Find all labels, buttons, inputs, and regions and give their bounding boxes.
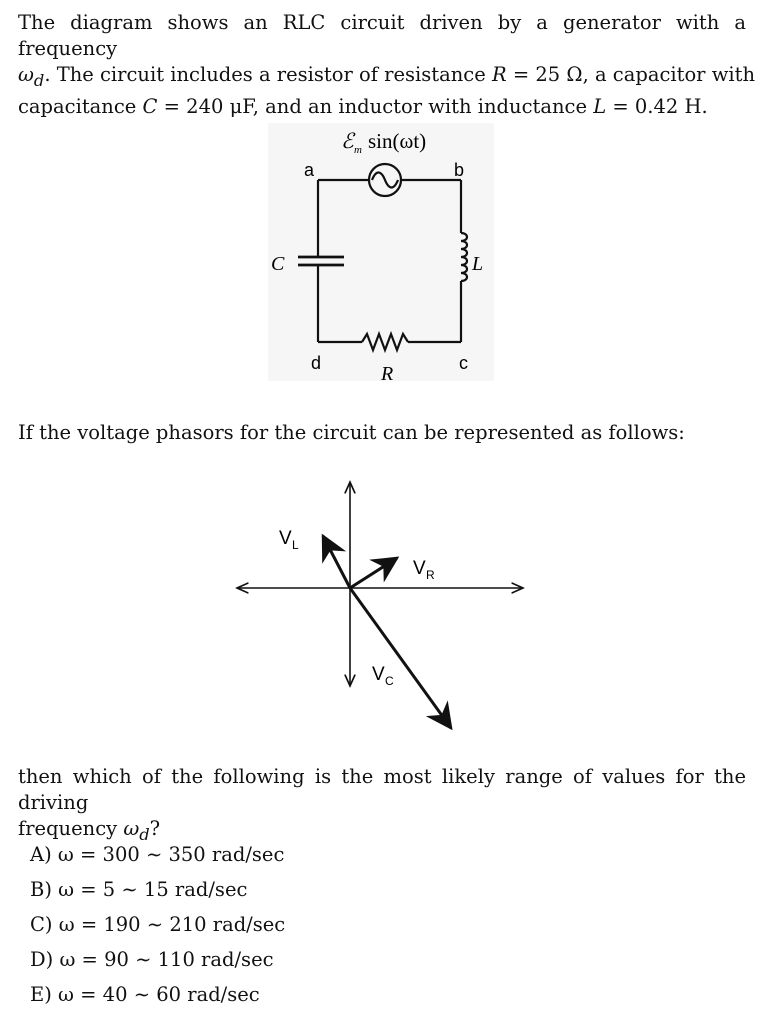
answer-choice-e[interactable] xyxy=(30,980,285,1015)
phasor-vl-arrow xyxy=(323,536,350,588)
resistance-value: = 25 Ω, a capacitor with xyxy=(506,63,756,86)
question-mark: ? xyxy=(149,817,161,840)
capacitance-value: = 240 μF, and an inductor with inductance xyxy=(157,94,594,118)
node-a-label: a xyxy=(304,160,315,180)
source-emf-subscript: m xyxy=(354,144,362,156)
answer-letter: D) xyxy=(30,948,54,971)
phasor-vr-subscript: R xyxy=(426,568,435,582)
phasor-vl-subscript: L xyxy=(292,538,299,552)
answer-letter: B) xyxy=(30,878,52,901)
question-omega-subscript: d xyxy=(139,824,150,844)
answer-choices xyxy=(30,840,285,1015)
capacitance-symbol: C xyxy=(142,94,158,118)
sine-wave-icon xyxy=(372,173,398,188)
answer-letter: C) xyxy=(30,913,53,936)
phasor-vc-arrow xyxy=(350,588,451,728)
answer-choice-a[interactable] xyxy=(30,840,285,875)
phasor-vc-subscript: C xyxy=(385,674,394,688)
resistor-zigzag-icon xyxy=(362,334,408,350)
phasor-vc-label: V xyxy=(372,664,385,685)
answer-text: ω = 90 ∼ 110 rad/sec xyxy=(59,948,274,971)
answer-letter: A) xyxy=(30,843,52,866)
inductance-value: = 0.42 H. xyxy=(606,94,708,118)
omega-subscript: d xyxy=(33,70,45,90)
question-paragraph xyxy=(18,764,746,848)
phasor-diagram xyxy=(225,470,545,740)
capacitor-label: C xyxy=(271,253,285,275)
node-b-label: b xyxy=(454,160,465,180)
intro-line-2-text: . The circuit includes a resistor of resistance xyxy=(44,63,492,86)
question-line-2-text: frequency xyxy=(18,817,124,840)
source-function-label: sin(ωt) xyxy=(368,129,427,153)
intro-line-1: The diagram shows an RLC circuit driven by a generator with a frequency xyxy=(18,11,746,60)
answer-choice-b[interactable] xyxy=(30,875,285,910)
answer-text: ω = 190 ∼ 210 rad/sec xyxy=(58,913,286,936)
question-line-1: then which of the following is the most likely range of values for the driving xyxy=(18,765,746,814)
answer-text: ω = 300 ∼ 350 rad/sec xyxy=(57,843,285,866)
answer-choice-d[interactable] xyxy=(30,945,285,980)
intro-line-3 xyxy=(18,94,746,120)
answer-text: ω = 40 ∼ 60 rad/sec xyxy=(58,983,260,1006)
source-emf-label: ℰ xyxy=(341,129,354,153)
resistor-label: R xyxy=(381,363,394,381)
intro-line-2 xyxy=(18,62,756,94)
inductor-coil-icon xyxy=(461,233,467,281)
question-omega-symbol: ω xyxy=(123,817,140,840)
rlc-circuit-diagram xyxy=(268,123,494,381)
node-d-label: d xyxy=(311,353,322,373)
phasor-vr-arrow xyxy=(350,558,397,588)
intro-line-3-text: capacitance xyxy=(18,94,143,118)
phasor-svg xyxy=(225,470,545,740)
phasor-vl-label: V xyxy=(279,528,292,549)
answer-letter: E) xyxy=(30,983,52,1006)
omega-symbol: ω xyxy=(18,63,34,86)
phasor-vr-label: V xyxy=(413,558,426,579)
resistance-symbol: R xyxy=(491,63,507,86)
inductor-label: L xyxy=(472,253,484,275)
inductance-symbol: L xyxy=(593,94,607,118)
node-c-label: c xyxy=(459,353,468,373)
circuit-svg xyxy=(268,123,494,381)
answer-choice-c[interactable] xyxy=(30,910,285,945)
answer-text: ω = 5 ∼ 15 rad/sec xyxy=(58,878,248,901)
phasor-intro-text: If the voltage phasors for the circuit can be represented as follows: xyxy=(18,421,685,444)
phasor-intro xyxy=(18,420,746,446)
intro-paragraph xyxy=(18,10,756,120)
